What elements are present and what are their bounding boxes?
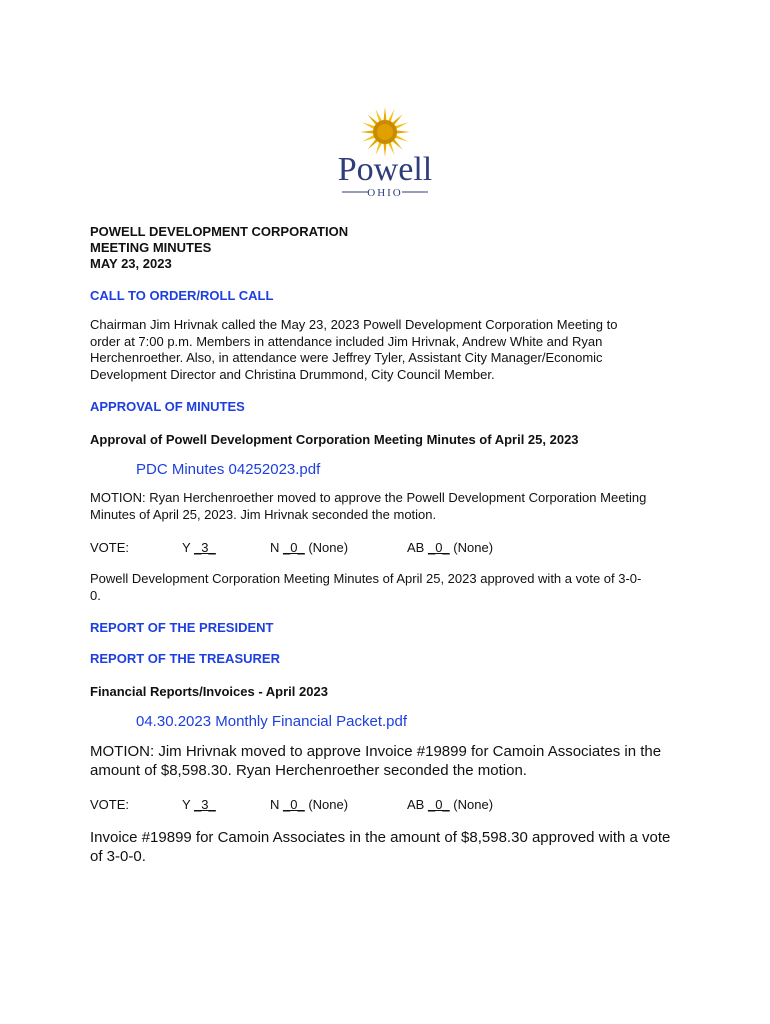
- treasurer-motion: MOTION: Jim Hrivnak moved to approve Invoice #19899 for Camoin Associates in the amount of $8,598.30. Ryan Herchenroether seconded the motion.: [90, 743, 662, 779]
- president-report-heading: REPORT OF THE PRESIDENT: [90, 620, 274, 635]
- vote-label: VOTE:: [90, 539, 130, 555]
- logo-subtitle: OHIO: [367, 187, 403, 199]
- minutes-motion: MOTION: Ryan Herchenroether moved to approve the Powell Development Corporation Meeting Minutes of April 25, 2023. Jim Hrivnak seconded the motion.: [90, 490, 647, 522]
- minutes-vote-row: [90, 539, 690, 555]
- financial-reports-subheading: Financial Reports/Invoices - April 2023: [90, 684, 328, 699]
- call-to-order-heading: CALL TO ORDER/ROLL CALL: [90, 288, 274, 303]
- vote-no: N _0_ (None): [270, 796, 349, 812]
- vote-abstain: AB _0_ (None): [407, 796, 494, 812]
- sun-ray: [360, 130, 375, 133]
- logo-wordmark: Powell: [337, 151, 433, 188]
- vote-label: VOTE:: [90, 796, 130, 812]
- vote-no: N _0_ (None): [270, 539, 349, 555]
- call-to-order-paragraph: Chairman Jim Hrivnak called the May 23, 2023 Powell Development Corporation Meeting to order at 7:00 p.m. Members in attendance included Jim Hrivnak, Andrew White and Ryan Herchenroether. Also, in attendance were Jeffrey Tyler, Assistant City Manager/Economic Development Director and Christina Drummond, City Council Member.: [90, 317, 618, 382]
- vote-yes: Y _3_: [182, 796, 216, 812]
- vote-yes: Y _3_: [182, 539, 216, 555]
- pdc-minutes-link[interactable]: PDC Minutes 04252023.pdf: [136, 461, 321, 478]
- minutes-result: Powell Development Corporation Meeting Minutes of April 25, 2023 approved with a vote of 3-0- 0.: [90, 571, 642, 603]
- vote-abstain: AB _0_ (None): [407, 539, 494, 555]
- treasurer-result: Invoice #19899 for Camoin Associates in the amount of $8,598.30 approved with a vote of 3-0-0.: [90, 829, 671, 865]
- treasurer-vote-row: [90, 796, 690, 812]
- treasurer-report-heading: REPORT OF THE TREASURER: [90, 651, 280, 666]
- powell-logo: [310, 102, 460, 202]
- sun-icon: [360, 107, 410, 157]
- org-title: POWELL DEVELOPMENT CORPORATION: [90, 224, 349, 239]
- sun-ray: [383, 107, 386, 122]
- approval-minutes-heading: APPROVAL OF MINUTES: [90, 399, 245, 414]
- minutes-document: [90, 224, 690, 866]
- approval-minutes-subheading: Approval of Powell Development Corporation Meeting Minutes of April 25, 2023: [90, 432, 579, 447]
- financial-packet-link[interactable]: 04.30.2023 Monthly Financial Packet.pdf: [136, 713, 408, 730]
- meeting-date: MAY 23, 2023: [90, 256, 172, 271]
- doc-title: MEETING MINUTES: [90, 240, 212, 255]
- sun-ray: [395, 130, 410, 133]
